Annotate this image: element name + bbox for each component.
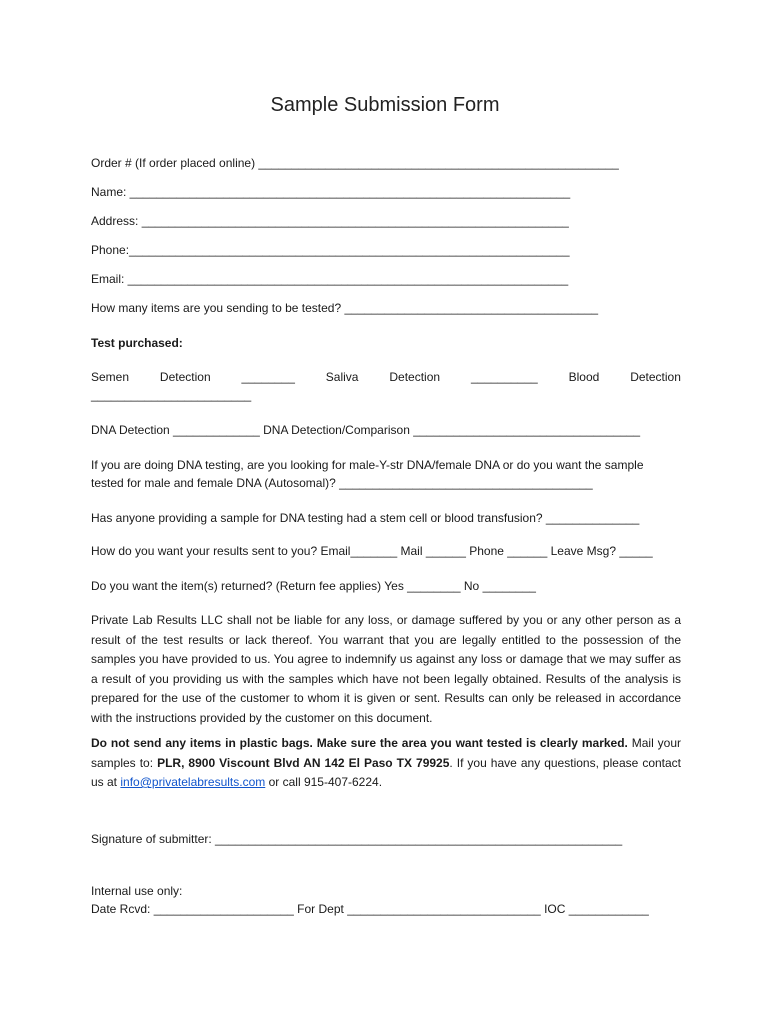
semen-label: Semen: [91, 370, 130, 384]
order-number-field[interactable]: Order # (If order placed online) ______________________________________________________: [91, 156, 619, 170]
email-field[interactable]: Email: __________________________________________________________________: [91, 272, 569, 286]
liability-disclaimer: Private Lab Results LLC shall not be liable for any loss, or damage suffered by you or any other person as a result of the test results or lack thereof. You warrant that you are legally entitled to the possession of the samples you have provided to us. You agree to indemnify us against any loss or damage that we may suffer as a result of you providing us with the samples which have not been legally obtained. Results of the analysis is prepared for the use of the customer to whom it is given or sent. Results can only be released in accordance with the instructions provided by the customer on this document.: [91, 613, 681, 725]
blood-label: Blood: [568, 370, 600, 384]
signature-field[interactable]: Signature of submitter: _____________________________________________________________: [91, 832, 623, 846]
internal-use-label: Internal use only:: [91, 884, 183, 898]
saliva-label: Saliva: [325, 370, 359, 384]
saliva-detection-label: Detection: [389, 370, 441, 384]
dna-question-line1: If you are doing DNA testing, are you looking for male-Y-str DNA/female DNA or do you want the sample: [91, 458, 644, 472]
internal-use-fields[interactable]: Date Rcvd: _____________________ For Dept _____________________________ IOC ____________: [91, 902, 649, 916]
blood-blank[interactable]: ________________________: [91, 388, 252, 402]
dna-question-line2[interactable]: tested for male and female DNA (Autosomal)? ______________________________________: [91, 476, 593, 490]
contact-email-link[interactable]: info@privatelabresults.com: [120, 775, 266, 789]
phone-text: or call 915-407-6224.: [265, 775, 383, 789]
address-field[interactable]: Address: ________________________________________________________________: [91, 214, 569, 228]
transfusion-question[interactable]: Has anyone providing a sample for DNA testing had a stem cell or blood transfusion? ______________: [91, 511, 640, 525]
items-count-field[interactable]: How many items are you sending to be tested? ______________________________________: [91, 301, 599, 315]
semen-detection-label: Detection: [159, 370, 211, 384]
phone-field[interactable]: Phone:__________________________________________________________________: [91, 243, 570, 257]
mailing-instructions: [91, 734, 681, 793]
results-delivery-question[interactable]: How do you want your results sent to you? Email_______ Mail ______ Phone ______ Leave Msg? _____: [91, 544, 653, 558]
semen-blank[interactable]: ________: [241, 370, 295, 384]
saliva-blank[interactable]: __________: [470, 370, 538, 384]
test-options-row: [91, 368, 681, 386]
test-purchased-heading: Test purchased:: [91, 336, 183, 350]
plastic-bag-warning: Do not send any items in plastic bags. Make sure the area you want tested is clearly marked.: [91, 736, 628, 750]
questions-text: . If you have any questions, please contact us at: [91, 755, 682, 789]
page-title: Sample Submission Form: [270, 94, 500, 116]
blood-detection-label: Detection: [630, 370, 681, 384]
name-field[interactable]: Name: __________________________________________________________________: [91, 185, 571, 199]
mailing-address: PLR, 8900 Viscount Blvd AN 142 El Paso TX 79925: [157, 755, 450, 770]
return-items-question[interactable]: Do you want the item(s) returned? (Return fee applies) Yes ________ No ________: [91, 579, 536, 593]
dna-detection-field[interactable]: DNA Detection _____________ DNA Detection/Comparison __________________________________: [91, 423, 641, 437]
mail-to-text: Mail your samples to:: [91, 736, 681, 770]
